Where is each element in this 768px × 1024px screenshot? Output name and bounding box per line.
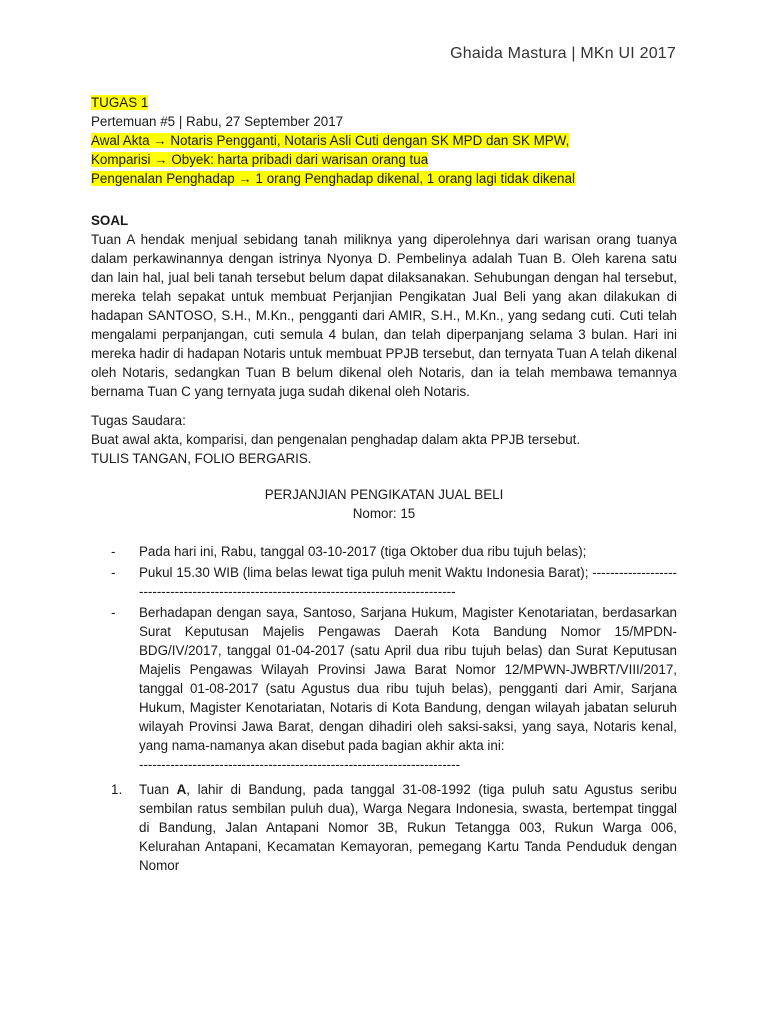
task-title: TUGAS 1	[91, 95, 149, 110]
dash-filler-line: ------------------------------------------------------------------------	[139, 757, 461, 772]
assignment-instruction: Buat awal akta, komparisi, dan pengenalan penghadap dalam akta PPJB tersebut.	[91, 432, 581, 447]
deed-item-text: Pukul 15.30 WIB (lima belas lewat tiga puluh menit Waktu Indonesia Barat); ------------------------------------------------------------------------------------------	[139, 565, 677, 599]
meeting-line: Pertemuan #5 | Rabu, 27 September 2017	[91, 114, 344, 129]
deed-item-time	[91, 563, 677, 601]
task-line-opening: Awal Akta → Notaris Pengganti, Notaris Asli Cuti dengan SK MPD dan SK MPW,	[91, 133, 570, 148]
deed-body	[91, 542, 677, 875]
question-section	[91, 211, 677, 401]
party-details: , lahir di Bandung, pada tanggal 31-08-1992 (tiga puluh satu Agustus seribu sembilan ratus sembilan puluh dua), Warga Negara Indonesia, swasta, bertempat tinggal di Bandung, Jalan Antapani Nomor 3B, Rukun Tetangga 003, Rukun Warga 006, Kelurahan Antapani, Kecamatan Kemayoran, pemegang Kartu Tanda Penduduk dengan Nomor	[139, 782, 677, 873]
deed-heading	[91, 485, 677, 523]
assignment-section	[91, 411, 677, 468]
deed-item-date	[91, 542, 677, 561]
party-name: A	[176, 782, 187, 797]
deed-items	[91, 542, 677, 774]
author-header: Ghaida Mastura | MKn UI 2017	[450, 45, 676, 62]
question-body: Tuan A hendak menjual sebidang tanah miliknya yang diperolehnya dari warisan orang tuanya dalam perkawinannya dengan istrinya Nyonya D. Pembelinya adalah Tuan B. Oleh karena satu dan lain hal, jual beli tanah tersebut belum dapat dilaksanakan. Sehubungan dengan hal tersebut, mereka telah sepakat untuk membuat Perjanjian Pengikatan Jual Beli yang akan dilakukan di hadapan SANTOSO, S.H., M.Kn., pengganti dari AMIR, S.H., M.Kn., yang sedang cuti. Cuti telah mengalami perpanjangan, cuti semula 4 bulan, dan telah diperpanjang selama 3 bulan. Hari ini mereka hadir di hadapan Notaris untuk membuat PPJB tersebut, dan ternyata Tuan A telah dikenal oleh Notaris, sedangkan Tuan B belum dikenal oleh Notaris, dan ia telah membawa temannya bernama Tuan C yang ternyata juga sudah dikenal oleh Notaris.	[91, 232, 677, 399]
bullet-dash: -	[111, 605, 116, 620]
question-heading: SOAL	[91, 213, 129, 228]
party-list	[91, 780, 677, 875]
party-item	[91, 780, 677, 875]
task-line-introduction: Pengenalan Penghadap → 1 orang Penghadap dikenal, 1 orang lagi tidak dikenal	[91, 171, 575, 186]
deed-title: PERJANJIAN PENGIKATAN JUAL BELI	[264, 487, 504, 502]
deed-item-text: Pada hari ini, Rabu, tanggal 03-10-2017 (tiga Oktober dua ribu tujuh belas);	[139, 544, 587, 559]
deed-number: Nomor: 15	[352, 506, 416, 521]
party-prefix: Tuan	[139, 782, 177, 797]
task-line-comparison: Komparisi → Obyek: harta pribadi dari warisan orang tua	[91, 152, 429, 167]
assignment-label: Tugas Saudara:	[91, 413, 186, 428]
bullet-dash: -	[111, 544, 116, 559]
assignment-note: TULIS TANGAN, FOLIO BERGARIS.	[91, 451, 312, 466]
task-section	[91, 93, 677, 188]
deed-item-text: Berhadapan dengan saya, Santoso, Sarjana Hukum, Magister Kenotariatan, berdasarkan Surat Keputusan Majelis Pengawas Daerah Kota Bandung Nomor 15/MPDN-BDG/IV/2017, tanggal 01-04-2017 (satu April dua ribu tujuh belas) dan Surat Keputusan Majelis Pengawas Wilayah Provinsi Jawa Barat Nomor 12/MPWN-JWBRT/VIII/2017, tanggal 01-08-2017 (satu Agustus dua ribu tujuh belas), pengganti dari Amir, Sarjana Hukum, Magister Kenotariatan, Notaris di Kota Bandung, dengan wilayah jabatan seluruh wilayah Provinsi Jawa Barat, dengan dihadiri oleh saksi-saksi, yang saya, Notaris kenal, yang nama-namanya akan disebut pada bagian akhir akta ini:	[139, 605, 677, 753]
deed-item-appearance	[91, 603, 677, 774]
party-number: 1.	[111, 782, 123, 797]
bullet-dash: -	[111, 565, 116, 580]
